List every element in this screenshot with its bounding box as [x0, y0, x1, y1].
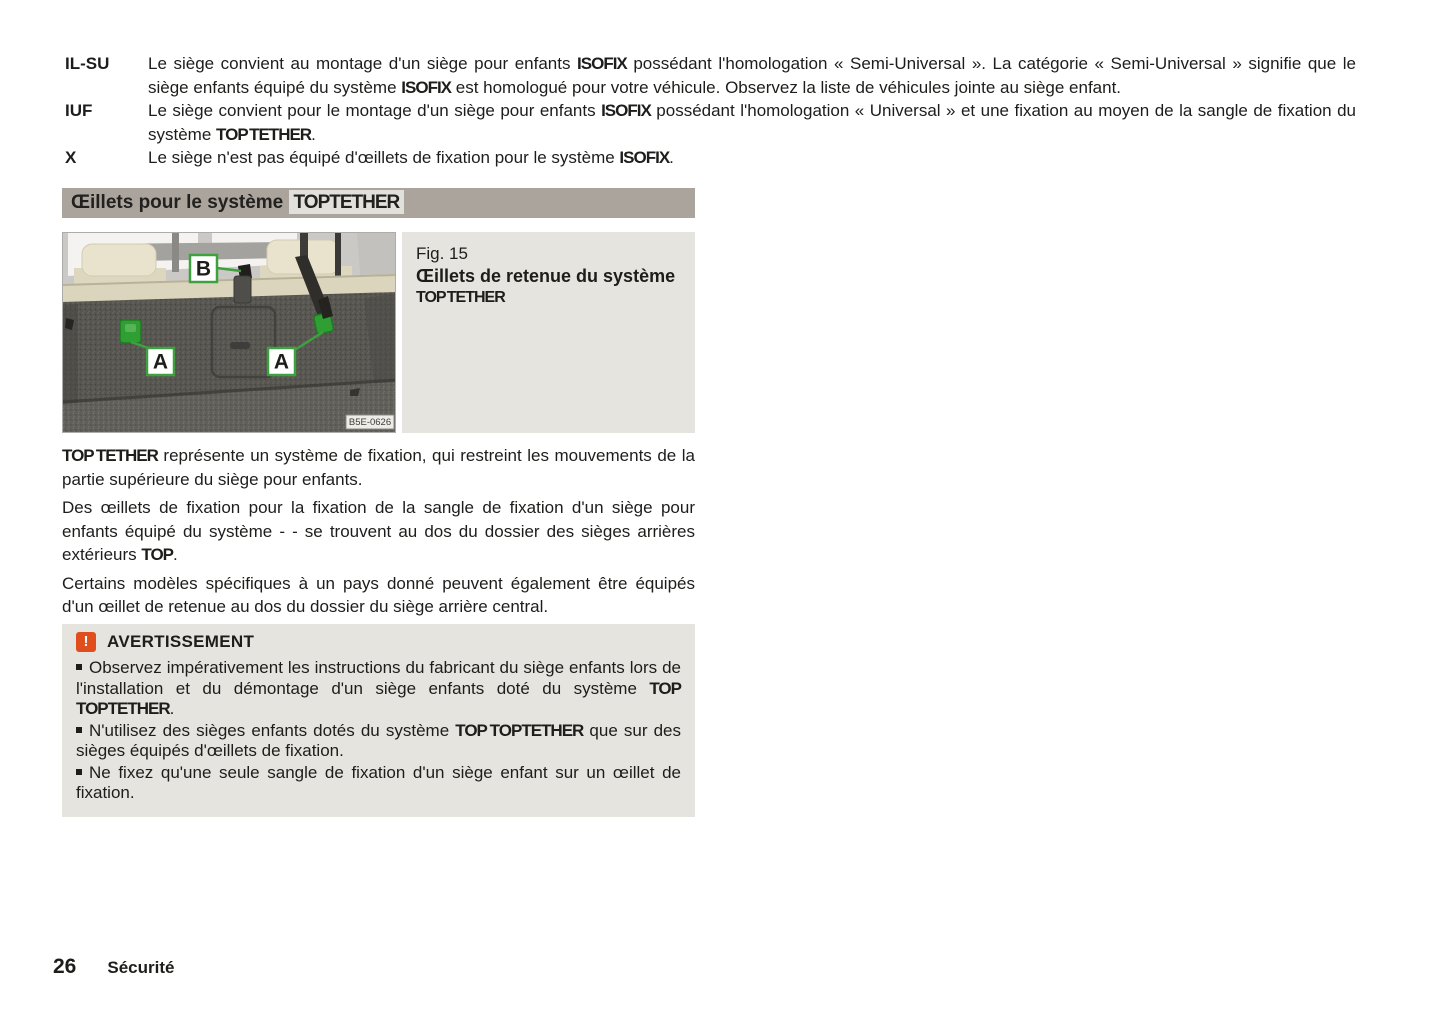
warning-bullet-list: [76, 658, 681, 804]
hatch-handle: [230, 342, 250, 349]
definition-term: IL-SU: [65, 54, 110, 73]
fig-number: Fig. 15: [416, 244, 468, 263]
footer-section-label: Sécurité: [107, 958, 175, 977]
warning-bullet: Ne fixez qu'une seule sangle de fixation d'un siège enfant sur un œillet de fixation.: [76, 762, 681, 802]
headrest-left: [82, 244, 156, 276]
definition-text: Le siège n'est pas équipé d'œillets de fixation pour le système ISOFIX.: [148, 148, 674, 167]
definition-row: [65, 146, 1357, 170]
label-a-right: A: [273, 350, 290, 374]
paragraph: Certains modèles spécifiques à un pays donné peuvent également être équipés d'un œillet de retenue au dos du dossier du siège arrière central.: [62, 573, 695, 616]
fig-caption-system: TOP TETHER: [416, 289, 505, 306]
window-post: [172, 232, 179, 272]
bullet-square-icon: [76, 727, 82, 733]
label-a-left: A: [152, 350, 169, 374]
definition-text: Le siège convient au montage d'un siège pour enfants ISOFIX possédant l'homologation « Semi-Universal ». La catégorie « Semi-Universal » signifie que le siège enfants équipé du système ISOFIX est homologué pour votre véhicule. Observez la liste de véhicules jointe au siège enfant.: [148, 54, 1357, 97]
exclamation-icon: !: [76, 632, 96, 652]
figure-caption: [402, 232, 695, 433]
body-paragraphs: [62, 444, 695, 624]
paragraph: TOP TETHER représente un système de fixation, qui restreint les mouvements de la partie supérieure du siège pour enfants.: [62, 446, 695, 489]
bullet-square-icon: [76, 769, 82, 775]
trunk-illustration: [62, 232, 396, 433]
image-code: B5E-0626: [348, 417, 392, 428]
definitions-list: [65, 52, 1357, 170]
page-number: 26: [53, 955, 77, 978]
definition-row: [65, 99, 1357, 146]
definition-term: X: [65, 148, 77, 167]
warning-bullet: N'utilisez des sièges enfants dotés du système TOP TOPTETHER que sur des sièges équipés d'œillets de fixation.: [76, 720, 681, 760]
figure-image: [62, 232, 396, 433]
bullet-square-icon: [76, 664, 82, 670]
fig-caption-title: Œillets de retenue du système: [416, 266, 676, 286]
paragraph: Des œillets de fixation pour la fixation de la sangle de fixation d'un siège pour enfants équipé du système - - se trouvent au dos du dossier des sièges arrières extérieurs TOP.: [62, 498, 695, 564]
definition-term: IUF: [65, 101, 93, 120]
definition-row: [65, 52, 1357, 99]
section-header-bar: [62, 188, 695, 218]
section-title: Œillets pour le système TOPTETHER: [71, 190, 404, 214]
tether-strap: [234, 276, 251, 303]
warning-box: [62, 624, 695, 817]
definition-text: Le siège convient pour le montage d'un siège pour enfants ISOFIX possédant l'homologation « Universal » et une fixation au moyen de la sangle de fixation du système TOP TETHER.: [148, 101, 1356, 144]
warning-bullet: Observez impérativement les instructions du fabricant du siège enfants lors de l'installation et du démontage d'un siège enfants doté du système TOP TOPTETHER.: [76, 658, 681, 718]
footer: [53, 955, 174, 979]
warning-title: AVERTISSEMENT: [107, 632, 255, 651]
label-b: B: [195, 257, 212, 281]
warning-header: [76, 630, 681, 654]
